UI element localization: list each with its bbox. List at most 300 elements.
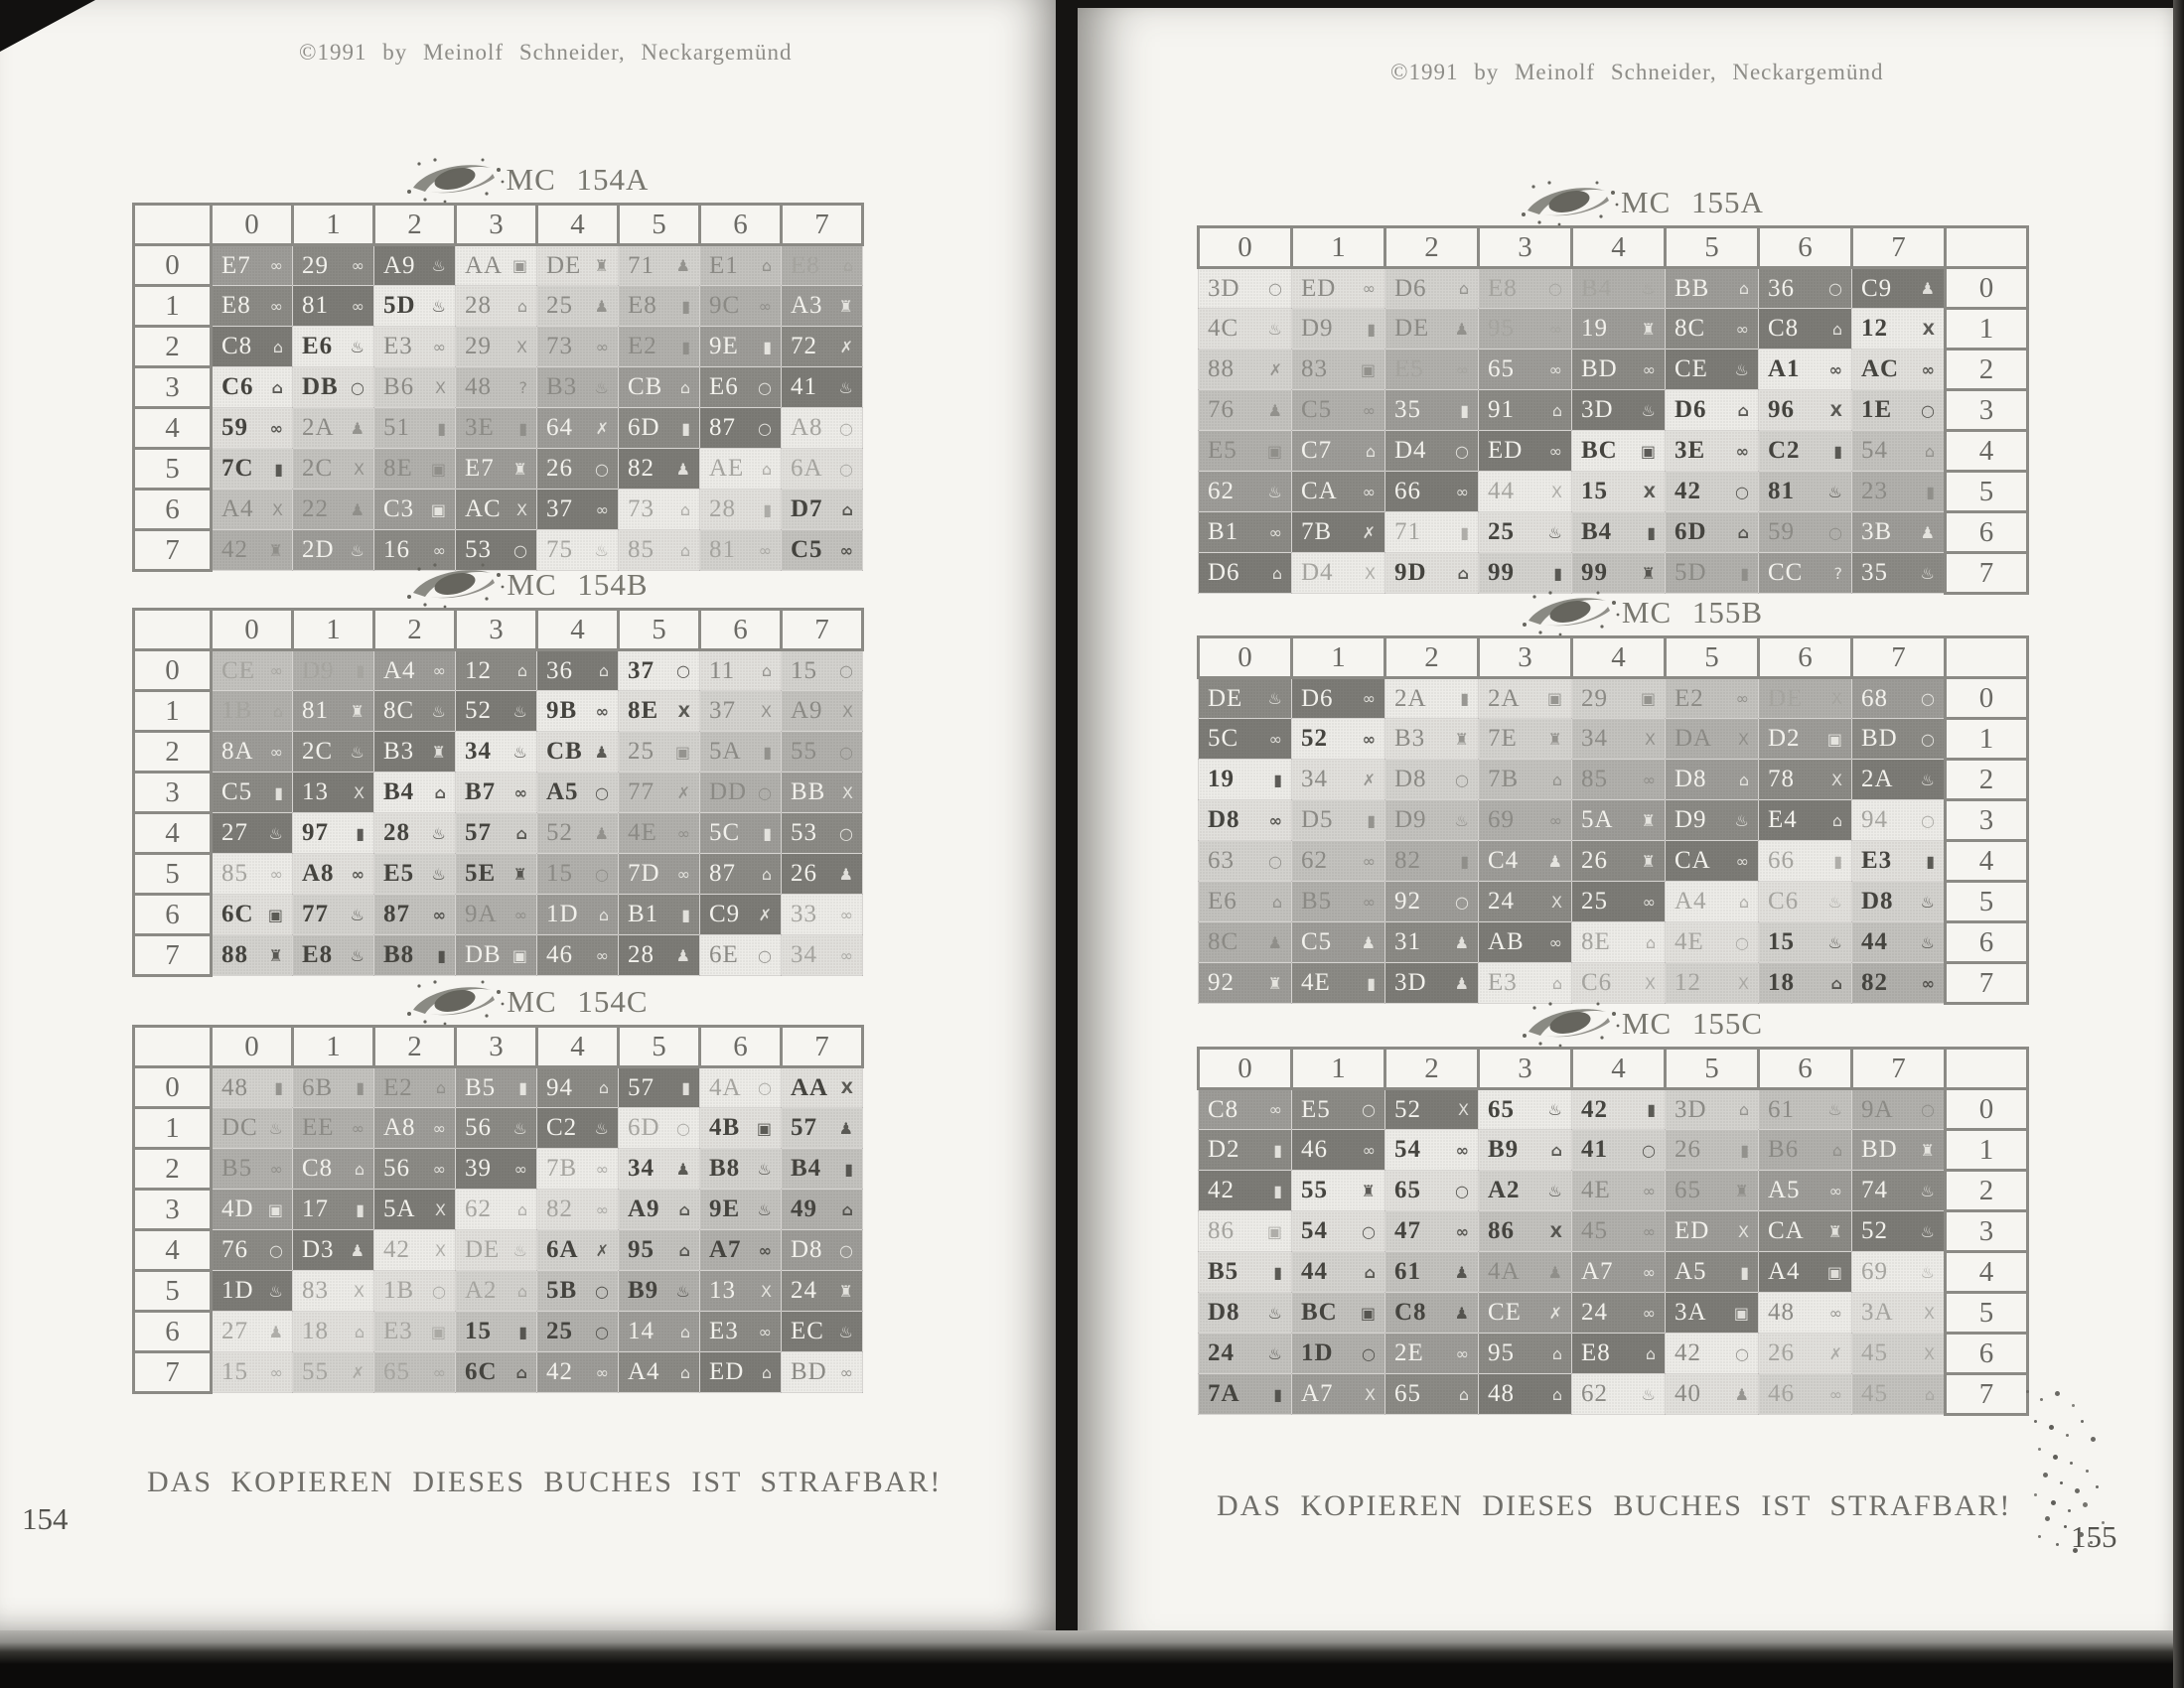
- code-cell: [1759, 841, 1852, 882]
- code-cell: [1292, 760, 1385, 800]
- bottle-icon: ▮: [763, 742, 772, 762]
- hex-value: DD: [709, 778, 748, 805]
- rings-icon: ∞: [1828, 1384, 1842, 1404]
- code-cell: [537, 327, 619, 367]
- code-cell: [1666, 1171, 1759, 1211]
- code-cell: [619, 650, 700, 691]
- chest-icon: ⌂: [516, 296, 527, 316]
- hex-value: 52: [1394, 1095, 1421, 1123]
- person-icon: ♟: [350, 1240, 364, 1260]
- hex-value: CE: [1674, 355, 1708, 382]
- die-icon: ▣: [430, 1322, 446, 1341]
- code-cell: [456, 732, 537, 773]
- hex-value: BB: [791, 778, 826, 805]
- code-cell: [537, 895, 619, 935]
- hex-value: DC: [221, 1114, 258, 1141]
- hex-value: C5: [1301, 928, 1333, 955]
- hex-value: 6A: [546, 1236, 579, 1263]
- code-cell: [456, 935, 537, 976]
- code-cell: [293, 895, 374, 935]
- person-icon: ♟: [675, 459, 690, 479]
- row-header: 3: [1946, 390, 2028, 431]
- hex-value: 92: [1208, 969, 1235, 996]
- code-cell: [619, 1067, 700, 1108]
- rings-icon: ∞: [839, 1362, 853, 1382]
- basket-icon: ♜: [268, 945, 283, 965]
- code-cell: [782, 854, 863, 895]
- row-header: 0: [134, 650, 212, 691]
- rings-icon: ∞: [513, 905, 527, 924]
- rings-icon: ∞: [432, 1362, 446, 1382]
- hex-value: A7: [709, 1236, 742, 1263]
- bottle-icon: ▮: [1740, 1262, 1749, 1282]
- bottle-icon: ▮: [1273, 1140, 1282, 1160]
- hex-value: E2: [1674, 684, 1704, 712]
- hex-value: 1B: [221, 697, 253, 724]
- hex-value: 74: [1861, 1177, 1888, 1203]
- code-cell: [782, 449, 863, 490]
- rings-icon: ∞: [269, 296, 283, 316]
- hex-value: 36: [1768, 274, 1795, 302]
- code-cell: [1666, 350, 1759, 390]
- col-header: 3: [456, 610, 537, 650]
- hex-value: 83: [302, 1277, 329, 1304]
- table-title-text: MC 155C: [1621, 1006, 1764, 1041]
- chest-icon: ⌂: [841, 1199, 853, 1219]
- hex-value: BD: [1861, 1136, 1898, 1163]
- hex-value: 45: [1861, 1380, 1888, 1407]
- hex-value: A8: [383, 1114, 416, 1141]
- chest-icon: ⌂: [1551, 1343, 1562, 1363]
- code-cell: [1572, 268, 1666, 309]
- hex-value: E5: [1394, 355, 1424, 382]
- die-icon: ▣: [674, 742, 690, 762]
- code-cell: [374, 286, 456, 327]
- chest-icon: ⌂: [842, 256, 853, 275]
- code-cell: [456, 854, 537, 895]
- hex-value: D2: [1768, 725, 1801, 752]
- hex-value: 7E: [1488, 725, 1518, 752]
- code-cell: [374, 1067, 456, 1108]
- chest-icon: ⌂: [1458, 279, 1469, 298]
- chest-icon: ⌂: [1645, 932, 1656, 952]
- person-icon: ♟: [1920, 522, 1935, 542]
- code-cell: [1292, 553, 1385, 594]
- col-header: 2: [1385, 1049, 1479, 1089]
- code-cell: [1666, 1211, 1759, 1252]
- hex-value: A7: [1301, 1380, 1334, 1407]
- code-cell: [1385, 1211, 1479, 1252]
- hex-value: 24: [1581, 1299, 1608, 1326]
- flask-icon: ♨: [350, 540, 364, 560]
- hex-value: AE: [709, 455, 745, 482]
- flask-icon: ♨: [431, 864, 446, 884]
- table-row: [1199, 800, 2028, 841]
- hex-value: 9E: [709, 1196, 741, 1222]
- hex-value: 2A: [302, 414, 335, 441]
- code-cell: [374, 327, 456, 367]
- hex-value: B5: [221, 1155, 253, 1182]
- hex-value: A8: [302, 860, 335, 887]
- hex-value: 8E: [383, 455, 413, 482]
- hex-value: C2: [546, 1114, 578, 1141]
- rings-icon: ∞: [1642, 1181, 1656, 1200]
- flask-icon: ♨: [1641, 400, 1656, 420]
- code-cell: [700, 1149, 782, 1190]
- hex-value: 57: [791, 1114, 817, 1141]
- person-icon: ♟: [1267, 400, 1282, 420]
- hex-value: BC: [1581, 437, 1618, 464]
- code-cell: [1385, 1334, 1479, 1374]
- row-header: 1: [1946, 719, 2028, 760]
- code-cell: [1852, 309, 1946, 350]
- code-cell: [1666, 512, 1759, 553]
- chest-icon: ⌂: [1738, 1100, 1749, 1119]
- hex-value: 3E: [465, 414, 495, 441]
- code-cell: [1666, 922, 1759, 963]
- table-row: [1199, 268, 2028, 309]
- hex-value: AC: [1861, 355, 1900, 382]
- hex-value: D8: [1394, 766, 1427, 792]
- chest-icon: ⌂: [1364, 1262, 1376, 1282]
- flask-icon: ♨: [1267, 482, 1282, 501]
- hex-value: EC: [791, 1318, 824, 1344]
- cross-icon: X: [1738, 729, 1749, 749]
- hex-value: DE: [1208, 684, 1243, 712]
- bottle-icon: ▮: [1367, 973, 1376, 993]
- hex-value: B9: [628, 1277, 659, 1304]
- code-cell: [1479, 390, 1572, 431]
- row-header: 2: [1946, 350, 2028, 390]
- rings-icon: ∞: [1362, 1140, 1376, 1160]
- code-cell: [212, 1108, 293, 1149]
- basket-icon: ♜: [1734, 1181, 1749, 1200]
- rings-icon: ∞: [1642, 892, 1656, 912]
- code-cell: [619, 367, 700, 408]
- hex-value: 82: [1861, 969, 1888, 996]
- hex-value: DE: [465, 1236, 501, 1263]
- cross-icon: X: [1365, 1384, 1376, 1404]
- hex-value: D6: [1301, 684, 1334, 712]
- bottle-icon: ▮: [1926, 851, 1935, 871]
- hex-value: CB: [628, 373, 663, 400]
- code-cell: [1385, 1252, 1479, 1293]
- hex-value: 48: [1488, 1380, 1515, 1407]
- hex-value: DA: [1674, 725, 1713, 752]
- person-icon: ♟: [350, 418, 364, 438]
- rings-icon: ∞: [432, 540, 446, 560]
- bottle-icon: ▮: [518, 1322, 527, 1341]
- code-cell: [1199, 309, 1292, 350]
- hex-value: 3D: [1581, 396, 1614, 423]
- hex-value: 29: [465, 333, 492, 359]
- hex-value: 19: [1581, 315, 1608, 342]
- header-row: [1199, 637, 2028, 678]
- code-cell: [1199, 963, 1292, 1004]
- code-cell: [1385, 553, 1479, 594]
- hex-value: 40: [1674, 1380, 1701, 1407]
- runner-icon: ✗: [1362, 522, 1376, 542]
- flask-icon: ♨: [1454, 810, 1469, 830]
- circle-icon: ○: [758, 377, 772, 397]
- hex-value: 5C: [709, 819, 741, 846]
- table-row: [134, 1352, 863, 1393]
- code-cell: [1292, 512, 1385, 553]
- hex-value: C9: [709, 901, 741, 927]
- bottle-icon: ▮: [1273, 1384, 1282, 1404]
- runner-icon: ✗: [595, 1240, 609, 1260]
- hex-value: ED: [1674, 1217, 1710, 1244]
- code-cell: [700, 286, 782, 327]
- code-cell: [1759, 963, 1852, 1004]
- code-cell: [1852, 390, 1946, 431]
- code-cell: [1666, 1293, 1759, 1334]
- rings-icon: ∞: [269, 418, 283, 438]
- hex-value: 61: [1768, 1095, 1795, 1123]
- code-cell: [1759, 268, 1852, 309]
- flask-icon: ♨: [838, 1322, 853, 1341]
- chest-icon: ⌂: [679, 1322, 690, 1341]
- chest-icon: ⌂: [272, 701, 283, 721]
- hex-value: A4: [1674, 888, 1707, 914]
- runner-icon: ✗: [1828, 1343, 1842, 1363]
- ink-speckles: [2026, 1390, 2029, 1393]
- hex-value: E3: [1488, 969, 1518, 996]
- hex-value: 3E: [1674, 437, 1706, 464]
- code-cell: [1199, 1089, 1292, 1130]
- row-header: 4: [134, 1230, 212, 1271]
- hex-value: 2D: [302, 536, 335, 563]
- hex-value: 86: [1208, 1217, 1235, 1244]
- hex-value: 8C: [1674, 315, 1706, 342]
- rings-icon: ∞: [595, 1362, 609, 1382]
- circle-icon: ○: [595, 1281, 609, 1301]
- bottle-icon: ▮: [1553, 563, 1562, 583]
- hex-value: AB: [1488, 928, 1525, 955]
- hex-value: B8: [383, 941, 415, 968]
- chest-icon: ⌂: [679, 1362, 690, 1382]
- code-cell: [782, 732, 863, 773]
- code-cell: [212, 367, 293, 408]
- hex-value: 82: [1394, 847, 1421, 874]
- hex-value: 5C: [1208, 725, 1239, 752]
- code-cell: [537, 1108, 619, 1149]
- hex-value: 28: [709, 495, 736, 522]
- hex-value: 54: [1394, 1136, 1421, 1163]
- code-cell: [1292, 390, 1385, 431]
- hex-value: B5: [1208, 1258, 1239, 1285]
- hex-value: 12: [465, 656, 492, 684]
- hex-value: 71: [1394, 518, 1421, 545]
- col-header: 2: [374, 610, 456, 650]
- book-bottom-edge: [0, 1630, 2184, 1688]
- hex-value: E2: [383, 1073, 413, 1101]
- hex-value: A4: [383, 656, 416, 684]
- hex-value: 7A: [1208, 1380, 1240, 1407]
- hex-value: 24: [1488, 888, 1515, 914]
- row-header: 5: [134, 1271, 212, 1312]
- row-header: 6: [134, 895, 212, 935]
- flask-icon: ♨: [431, 823, 446, 843]
- die-icon: ▣: [511, 945, 527, 965]
- chest-icon: ⌂: [1737, 400, 1749, 420]
- code-cell: [293, 1190, 374, 1230]
- hex-value: A4: [1768, 1258, 1801, 1285]
- rings-icon: ∞: [1268, 729, 1282, 749]
- hex-value: E4: [1768, 806, 1798, 833]
- hex-value: E3: [383, 1318, 413, 1344]
- col-header: 2: [374, 205, 456, 245]
- person-icon: ♟: [1454, 1303, 1469, 1323]
- hex-value: 4D: [221, 1196, 254, 1222]
- hex-value: 5E: [465, 860, 497, 887]
- code-cell: [1572, 1252, 1666, 1293]
- row-header: 1: [134, 286, 212, 327]
- bottle-icon: ▮: [356, 1078, 364, 1097]
- hex-value: 4E: [628, 819, 657, 846]
- code-cell: [782, 327, 863, 367]
- col-header: 3: [1479, 1049, 1572, 1089]
- bottle-icon: ▮: [1273, 1262, 1282, 1282]
- code-cell: [212, 1312, 293, 1352]
- flask-icon: ♨: [1920, 932, 1935, 952]
- hex-value: 63: [1208, 847, 1235, 874]
- table-title-text: MC 155B: [1621, 595, 1764, 630]
- hex-value: ED: [1301, 274, 1337, 302]
- code-cell: [1479, 1089, 1572, 1130]
- code-cell: [1666, 472, 1759, 512]
- hex-value: A2: [1488, 1177, 1521, 1203]
- hex-value: A9: [628, 1196, 660, 1222]
- hex-value: 2C: [302, 455, 334, 482]
- die-icon: ▣: [1266, 441, 1282, 461]
- code-cell: [619, 1271, 700, 1312]
- hex-value: 42: [383, 1236, 410, 1263]
- code-cell: [212, 935, 293, 976]
- table-row: [134, 408, 863, 449]
- code-cell: [1759, 553, 1852, 594]
- col-header: 7: [782, 205, 863, 245]
- code-cell: [1199, 1252, 1292, 1293]
- hex-value: 95: [628, 1236, 655, 1263]
- code-cell: [1572, 1374, 1666, 1415]
- code-cell: [1852, 1171, 1946, 1211]
- hex-value: 11: [709, 656, 736, 684]
- die-icon: ▣: [1640, 441, 1656, 461]
- hex-value: BD: [1581, 355, 1618, 382]
- hex-value: E7: [465, 455, 495, 482]
- person-icon: ♟: [268, 1322, 283, 1341]
- chest-icon: ⌂: [1831, 1140, 1842, 1160]
- code-cell: [1292, 1089, 1385, 1130]
- code-cell: [537, 286, 619, 327]
- circle-icon: ○: [839, 823, 853, 843]
- code-cell: [782, 650, 863, 691]
- chest-icon: ⌂: [841, 499, 853, 519]
- hex-value: C3: [383, 495, 415, 522]
- hex-value: 42: [1674, 478, 1701, 504]
- code-cell: [212, 408, 293, 449]
- code-cell: [1666, 882, 1759, 922]
- basket-icon: ♜: [350, 701, 364, 721]
- code-cell: [374, 935, 456, 976]
- code-cell: [212, 895, 293, 935]
- hex-value: B4: [1581, 274, 1613, 302]
- hex-value: ED: [709, 1358, 745, 1385]
- hex-value: 1D: [1301, 1339, 1334, 1366]
- table-row: [134, 1312, 863, 1352]
- hex-value: 41: [1581, 1136, 1608, 1163]
- code-cell: [537, 1067, 619, 1108]
- hex-value: BD: [1861, 725, 1898, 752]
- hex-value: 54: [1301, 1217, 1328, 1244]
- hex-value: 7B: [1301, 518, 1333, 545]
- code-cell: [456, 367, 537, 408]
- code-cell: [374, 650, 456, 691]
- code-table-mc-155c: [1197, 1047, 2029, 1416]
- col-header: 0: [212, 610, 293, 650]
- code-cell: [293, 327, 374, 367]
- hex-value: DB: [302, 373, 339, 400]
- code-cell: [374, 367, 456, 408]
- rings-icon: ∞: [1362, 689, 1376, 708]
- hex-value: 37: [709, 697, 736, 724]
- hex-value: 55: [791, 738, 817, 765]
- hex-value: 53: [791, 819, 817, 846]
- rings-icon: ∞: [1828, 1303, 1842, 1323]
- rings-icon: ∞: [269, 1159, 283, 1179]
- chest-icon: ⌂: [761, 256, 772, 275]
- basket-icon: ♜: [1641, 810, 1656, 830]
- hex-value: 8E: [1581, 928, 1611, 955]
- hex-value: 7B: [1488, 766, 1520, 792]
- row-header: 2: [134, 732, 212, 773]
- code-cell: [537, 1271, 619, 1312]
- code-cell: [456, 408, 537, 449]
- row-header: 7: [134, 935, 212, 976]
- chest-icon: ⌂: [1645, 1343, 1656, 1363]
- code-cell: [1479, 309, 1572, 350]
- code-cell: [1479, 678, 1572, 719]
- cross-icon: X: [1645, 729, 1656, 749]
- person-icon: ♟: [1454, 932, 1469, 952]
- table-row: [1199, 309, 2028, 350]
- cross-icon: X: [1458, 1100, 1469, 1119]
- cross-icon: X: [1831, 689, 1842, 708]
- galaxy-icon: [395, 152, 512, 208]
- rings-icon: ∞: [513, 1159, 527, 1179]
- row-header: 6: [134, 1312, 212, 1352]
- hex-value: 49: [791, 1196, 817, 1222]
- hex-value: E1: [709, 251, 739, 279]
- hex-value: B4: [791, 1155, 822, 1182]
- code-cell: [537, 813, 619, 854]
- table-row: [1199, 1374, 2028, 1415]
- hex-value: 59: [1768, 518, 1795, 545]
- code-cell: [537, 245, 619, 286]
- hex-value: 71: [628, 251, 655, 279]
- code-cell: [619, 286, 700, 327]
- flask-icon: ♨: [1920, 770, 1935, 789]
- bottle-icon: ▮: [763, 499, 772, 519]
- hex-value: 83: [1301, 355, 1328, 382]
- code-cell: [1479, 1334, 1572, 1374]
- code-cell: [1479, 841, 1572, 882]
- code-cell: [456, 773, 537, 813]
- hex-value: E8: [1581, 1339, 1611, 1366]
- table-title-text: MC 155A: [1621, 185, 1764, 219]
- hex-value: D4: [1394, 437, 1427, 464]
